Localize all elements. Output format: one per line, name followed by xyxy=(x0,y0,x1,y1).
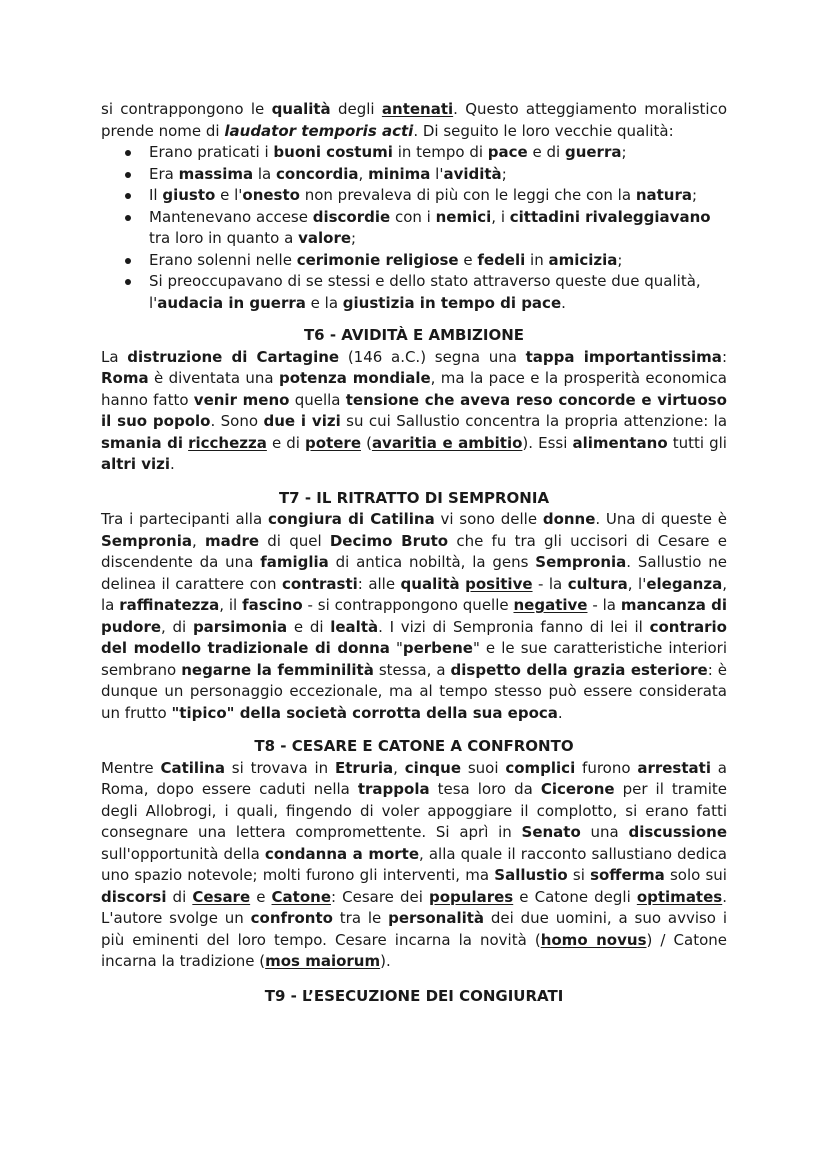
emphasis-text: nemici xyxy=(435,207,492,226)
intro-paragraph xyxy=(101,99,727,142)
text-run: una xyxy=(580,823,629,841)
text-run: , l' xyxy=(627,574,647,593)
text-run: solo sui xyxy=(664,866,727,884)
list-item xyxy=(149,207,727,250)
emphasis-text: avaritia e ambitio xyxy=(371,433,523,452)
qualities-list xyxy=(101,142,727,314)
text-run: . Questo atteggiamento moralistico prende nome di xyxy=(101,100,727,140)
text-run: è diventata una xyxy=(148,369,279,387)
emphasis-text: valore xyxy=(298,229,352,247)
emphasis-text: tensione che aveva reso concorde e virtuoso il suo popolo xyxy=(101,390,727,430)
text-run: ). xyxy=(380,952,391,970)
text-run: e xyxy=(458,250,478,269)
emphasis-text: massima xyxy=(178,164,254,183)
text-run: Mentre xyxy=(101,758,161,777)
text-run: in xyxy=(525,250,549,269)
text-run: . xyxy=(557,703,563,722)
emphasis-text: pace xyxy=(487,143,528,161)
emphasis-text: due i vizi xyxy=(263,412,341,430)
text-run: ; xyxy=(351,229,357,247)
text-run: " xyxy=(389,639,403,657)
text-run: e Catone degli xyxy=(513,887,637,906)
text-run: Il xyxy=(149,186,163,204)
text-run: tra loro in quanto a xyxy=(149,229,299,247)
text-run: stessa, a xyxy=(373,660,451,679)
text-run: Tra i partecipanti alla xyxy=(101,510,268,528)
emphasis-text: onesto xyxy=(242,186,300,204)
emphasis-text: donne xyxy=(542,510,596,528)
section-title-t6: T6 - AVIDITÀ E AMBIZIONE xyxy=(303,326,525,344)
text-run: ) / Catone incarna la tradizione ( xyxy=(101,930,727,970)
emphasis-text: negative xyxy=(513,596,588,614)
emphasis-text: parsimonia xyxy=(192,617,288,636)
text-run: la xyxy=(253,164,277,183)
text-run: e xyxy=(250,887,272,906)
text-run: suoi xyxy=(461,758,506,777)
text-run: degli xyxy=(330,100,382,118)
text-run: Mantenevano accese xyxy=(149,207,313,226)
text-run: , xyxy=(358,164,369,183)
text-run: , di xyxy=(161,617,193,636)
emphasis-text: discordie xyxy=(312,207,391,226)
text-run: . xyxy=(561,293,566,312)
text-run: (146 a.C.) segna una xyxy=(339,347,526,366)
emphasis-text: distruzione di Cartagine xyxy=(127,347,340,366)
text-run: . xyxy=(170,455,175,473)
list-item xyxy=(149,271,727,314)
emphasis-text: amicizia xyxy=(548,250,618,269)
emphasis-text: mos maiorum xyxy=(265,952,381,970)
text-run: : Cesare dei xyxy=(331,887,429,906)
emphasis-text: Cicerone xyxy=(540,780,615,798)
text-run: furono xyxy=(575,758,638,777)
emphasis-text: laudator temporis acti xyxy=(224,121,414,140)
list-item xyxy=(149,250,727,272)
text-run: in tempo di xyxy=(392,143,488,161)
text-run: Si preoccupavano di se stessi e dello stato attraverso queste due qualità, l' xyxy=(149,272,701,312)
emphasis-text: complici xyxy=(505,758,576,777)
emphasis-text: personalità xyxy=(388,909,485,927)
text-run: , ma la pace e la prosperità economica hanno fatto xyxy=(101,369,727,409)
emphasis-text: contrario del modello tradizionale di donna xyxy=(101,617,727,657)
emphasis-text: potenza mondiale xyxy=(278,369,431,387)
text-run: Erano praticati i xyxy=(149,143,274,161)
emphasis-text: qualità xyxy=(271,100,331,118)
section-body-t7 xyxy=(101,509,727,724)
emphasis-text: raffinatezza xyxy=(119,596,220,614)
text-run: La xyxy=(101,347,128,366)
text-run: e di xyxy=(287,617,331,636)
text-run: tutti gli xyxy=(667,433,727,452)
emphasis-text: populares xyxy=(428,887,514,906)
text-run: e la xyxy=(305,293,343,312)
text-run: l' xyxy=(430,164,444,183)
emphasis-text: Catilina xyxy=(160,758,225,777)
text-run: , xyxy=(393,758,405,777)
text-run: - la xyxy=(532,574,568,593)
emphasis-text: confronto xyxy=(250,909,333,927)
emphasis-text: natura xyxy=(635,186,692,204)
text-run: ). Essi xyxy=(522,433,573,452)
text-run: tra le xyxy=(332,909,389,927)
emphasis-text: Senato xyxy=(521,823,581,841)
text-run: a Roma, dopo essere caduti nella xyxy=(101,758,727,798)
emphasis-text: madre xyxy=(205,531,260,550)
emphasis-text: Sempronia xyxy=(101,531,192,550)
emphasis-text: concordia xyxy=(276,164,359,183)
emphasis-text: antenati xyxy=(381,100,454,118)
emphasis-text: arrestati xyxy=(637,758,711,777)
text-run: che fu tra gli uccisori di Cesare e discendente da una xyxy=(101,531,727,571)
text-run: su cui Sallustio concentra la propria attenzione: la xyxy=(340,412,728,430)
emphasis-text: avidità xyxy=(443,164,502,183)
emphasis-text: Catone xyxy=(271,887,331,906)
emphasis-text: cinque xyxy=(404,758,462,777)
emphasis-text: homo novus xyxy=(540,930,647,949)
text-run: . I vizi di Sempronia fanno di lei il xyxy=(378,617,650,636)
text-run: . Sallustio ne delinea il carattere con xyxy=(101,553,728,593)
text-run: di xyxy=(166,887,193,906)
text-run: , i xyxy=(491,207,510,226)
emphasis-text: Sallustio xyxy=(494,866,568,884)
emphasis-text: cultura xyxy=(567,574,628,593)
text-run: con i xyxy=(390,207,436,226)
emphasis-text: lealtà xyxy=(330,617,379,636)
text-run: e di xyxy=(266,433,306,452)
emphasis-text: audacia in guerra xyxy=(157,293,306,312)
text-run: e di xyxy=(527,143,565,161)
emphasis-text: Roma xyxy=(101,369,149,387)
text-run: si trovava in xyxy=(224,758,335,777)
emphasis-text: discussione xyxy=(628,823,727,841)
emphasis-text: negarne la femminilità xyxy=(181,660,374,679)
text-run: di antica nobiltà, la gens xyxy=(328,553,536,571)
emphasis-text: fascino xyxy=(242,596,303,614)
list-item xyxy=(149,142,727,164)
emphasis-text: minima xyxy=(368,164,431,183)
emphasis-text: Cesare xyxy=(192,887,251,906)
text-run: ; xyxy=(691,186,698,204)
emphasis-text: trappola xyxy=(357,780,430,798)
text-run: , il xyxy=(219,596,243,614)
emphasis-text: potere xyxy=(305,433,361,452)
text-run: dei due uomini, a suo avviso i più eminenti del loro tempo. Cesare incarna la novità ( xyxy=(101,909,727,949)
list-item xyxy=(149,185,727,207)
text-run: , la xyxy=(101,574,727,614)
text-run: quella xyxy=(289,390,346,409)
text-run: , alla quale il racconto sallustiano dedica uno spazio notevole; molti furono gli interventi, ma xyxy=(101,844,727,884)
emphasis-text: guerra xyxy=(564,143,622,161)
text-run: - si contrappongono quelle xyxy=(302,596,514,614)
emphasis-text: cerimonie religiose xyxy=(296,250,459,269)
emphasis-text: ricchezza xyxy=(188,433,267,452)
emphasis-text: venir meno xyxy=(193,390,290,409)
section-title-t8: T8 - CESARE E CATONE A CONFRONTO xyxy=(254,737,574,755)
emphasis-text: tappa importantissima xyxy=(525,347,722,366)
text-run: - la xyxy=(587,596,621,614)
text-run: ; xyxy=(501,164,507,183)
text-run: ( xyxy=(361,433,372,452)
emphasis-text: qualità xyxy=(400,574,460,593)
emphasis-text: giustizia in tempo di pace xyxy=(342,293,562,312)
emphasis-text: discorsi xyxy=(101,887,167,906)
section-title-t9: T9 - L’ESECUZIONE DEI CONGIURATI xyxy=(264,986,564,1005)
emphasis-text: positive xyxy=(465,574,533,593)
text-run: . Una di queste è xyxy=(595,510,728,528)
emphasis-text: fedeli xyxy=(477,250,526,269)
emphasis-text: Sempronia xyxy=(535,553,627,571)
emphasis-text: "tipico" della società corrotta della sua epoca xyxy=(171,703,558,722)
text-run: : alle xyxy=(357,574,401,593)
emphasis-text: cittadini rivaleggiavano xyxy=(509,207,711,226)
text-run: . Di seguito le loro vecchie qualità: xyxy=(413,121,674,140)
section-body-t8 xyxy=(101,758,727,973)
emphasis-text: famiglia xyxy=(260,553,329,571)
text-run: : xyxy=(721,347,727,366)
emphasis-text: condanna a morte xyxy=(264,844,420,863)
text-run: ; xyxy=(617,250,623,269)
emphasis-text: smania di xyxy=(101,433,184,452)
emphasis-text: altri vizi xyxy=(101,455,170,473)
list-item xyxy=(149,164,727,186)
text-run: tesa loro da xyxy=(429,780,541,798)
text-run: sull'opportunità della xyxy=(101,844,265,863)
text-run: , xyxy=(192,531,205,550)
emphasis-text: Etruria xyxy=(334,758,394,777)
text-run: ; xyxy=(621,143,627,161)
emphasis-text: dispetto della grazia esteriore xyxy=(450,660,708,679)
text-run: e l' xyxy=(215,186,243,204)
emphasis-text: congiura di Catilina xyxy=(267,510,435,528)
emphasis-text: perbene xyxy=(402,639,473,657)
emphasis-text: optimates xyxy=(636,887,723,906)
emphasis-text: sofferma xyxy=(590,866,665,884)
emphasis-text: alimentano xyxy=(572,433,668,452)
text-run: di quel xyxy=(259,531,330,550)
text-run: Era xyxy=(149,164,179,183)
text-run: non prevaleva di più con le leggi che con la xyxy=(299,186,636,204)
emphasis-text: buoni costumi xyxy=(273,143,393,161)
text-run: Erano solenni nelle xyxy=(149,250,297,269)
section-title-t7: T7 - IL RITRATTO DI SEMPRONIA xyxy=(278,488,550,507)
text-run: " e le sue caratteristiche interiori sembrano xyxy=(101,639,728,679)
emphasis-text: Decimo Bruto xyxy=(329,531,449,550)
emphasis-text: giusto xyxy=(162,186,216,204)
text-run: vi sono delle xyxy=(434,510,543,528)
text-run: si xyxy=(567,866,591,884)
text-run: : è dunque un personaggio eccezionale, ma al tempo stesso può essere considerata un frutto xyxy=(101,660,727,722)
text-run: . L'autore svolge un xyxy=(101,887,727,927)
emphasis-text: contrasti xyxy=(281,574,358,593)
text-run: . Sono xyxy=(210,412,264,430)
text-run: per il tramite degli Allobrogi, i quali, fingendo di voler appoggiare il complotto, si erano fatti consegnare una lettera compromettente. Si aprì in xyxy=(101,780,727,841)
emphasis-text: eleganza xyxy=(646,574,723,593)
section-body-t6 xyxy=(101,347,727,476)
emphasis-text: mancanza di pudore xyxy=(101,596,728,636)
text-run: si contrappongono le xyxy=(101,100,272,118)
